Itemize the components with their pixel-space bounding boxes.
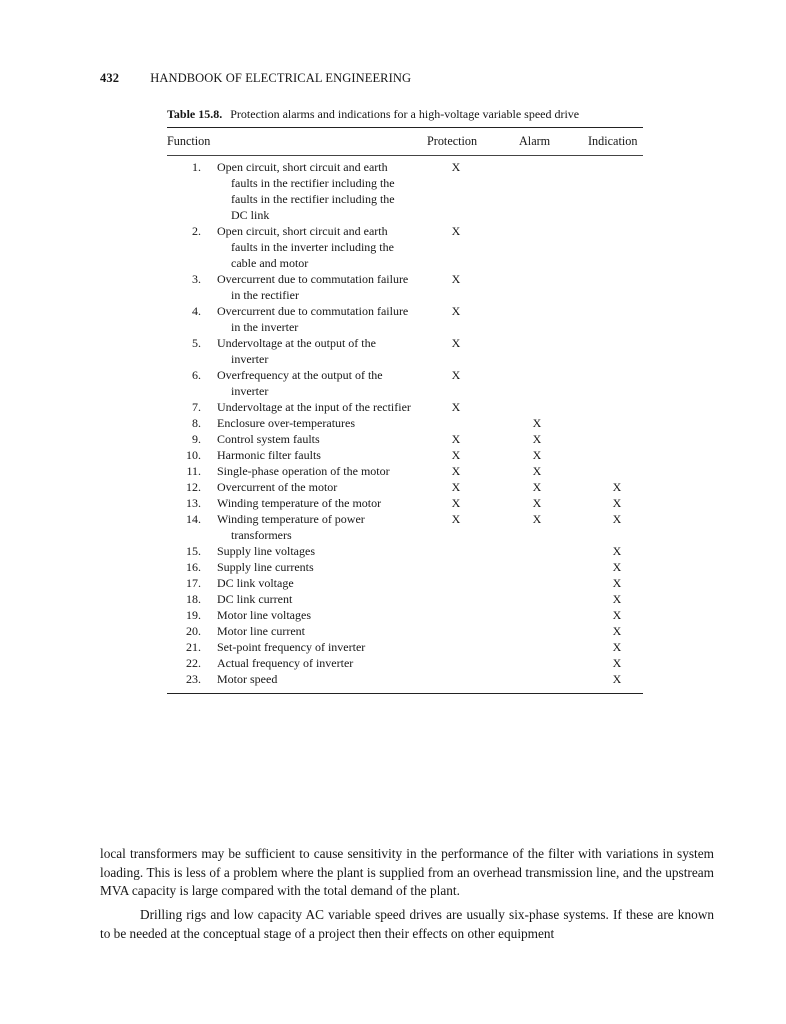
alarm-mark: X	[532, 432, 542, 446]
table-row	[167, 559, 643, 575]
table-row	[167, 591, 643, 607]
col-header-function: Function	[167, 134, 211, 148]
protection-mark: X	[451, 336, 461, 350]
table-row	[167, 511, 643, 543]
row-number: 7.	[192, 400, 201, 414]
row-function: DC link current	[217, 592, 293, 606]
row-number: 18.	[186, 592, 201, 606]
row-number: 12.	[186, 480, 201, 494]
table-row	[167, 655, 643, 671]
table-body	[167, 156, 643, 693]
indication-mark: X	[612, 624, 622, 638]
indication-mark: X	[612, 592, 622, 606]
protection-table	[167, 127, 643, 694]
table-bottom-rule	[167, 693, 643, 694]
alarm-mark: X	[532, 416, 542, 430]
protection-mark: X	[451, 512, 461, 526]
row-function: Overfrequency at the output of the inverter	[217, 368, 383, 398]
protection-mark: X	[451, 272, 461, 286]
row-number: 23.	[186, 672, 201, 686]
table-row	[167, 447, 643, 463]
row-number: 13.	[186, 496, 201, 510]
indication-mark: X	[612, 496, 622, 510]
protection-mark: X	[451, 368, 461, 382]
table-row	[167, 431, 643, 447]
table-caption-text: Protection alarms and indications for a high-voltage variable speed drive	[230, 107, 580, 121]
indication-mark: X	[612, 672, 622, 686]
table-header-row	[167, 128, 643, 155]
indication-mark: X	[612, 608, 622, 622]
col-header-alarm: Alarm	[519, 134, 551, 148]
table-row	[167, 479, 643, 495]
body-paragraph-1: local transformers may be sufficient to cause sensitivity in the performance of the filter with variations in system loading. This is less of a problem where the plant is supplied from an overhead transmission line, and the upstream MVA capacity is large compared with the total demand of the plant.	[100, 846, 714, 898]
body-paragraph-2: Drilling rigs and low capacity AC variable speed drives are usually six-phase systems. If these are known to be needed at the conceptual stage of a project then their effects on other equipment	[100, 907, 714, 941]
alarm-mark: X	[532, 448, 542, 462]
indication-mark: X	[612, 640, 622, 654]
table-row	[167, 159, 643, 223]
row-function: Overcurrent due to commutation failure in the inverter	[217, 304, 409, 334]
row-number: 22.	[186, 656, 201, 670]
indication-mark: X	[612, 560, 622, 574]
table-row	[167, 367, 643, 399]
indication-mark: X	[612, 544, 622, 558]
row-number: 17.	[186, 576, 201, 590]
row-function: Motor speed	[217, 672, 278, 686]
col-header-indication: Indication	[588, 134, 638, 148]
row-function: Single-phase operation of the motor	[217, 464, 390, 478]
indication-mark: X	[612, 480, 622, 494]
table-row	[167, 495, 643, 511]
row-function: Winding temperature of power transformers	[217, 512, 365, 542]
row-number: 14.	[186, 512, 201, 526]
table-row	[167, 607, 643, 623]
indication-mark: X	[612, 656, 622, 670]
running-title: HANDBOOK OF ELECTRICAL ENGINEERING	[150, 71, 412, 85]
table-row	[167, 303, 643, 335]
table-row	[167, 623, 643, 639]
row-number: 9.	[192, 432, 201, 446]
alarm-mark: X	[532, 512, 542, 526]
row-function: Open circuit, short circuit and earth faults in the inverter including the cable and motor	[217, 224, 394, 270]
row-function: Harmonic filter faults	[217, 448, 321, 462]
row-function: Supply line currents	[217, 560, 314, 574]
row-number: 16.	[186, 560, 201, 574]
table-row	[167, 543, 643, 559]
row-function: Enclosure over-temperatures	[217, 416, 356, 430]
protection-mark: X	[451, 160, 461, 174]
row-function: Set-point frequency of inverter	[217, 640, 366, 654]
row-number: 21.	[186, 640, 201, 654]
row-number: 6.	[192, 368, 201, 382]
row-function: Open circuit, short circuit and earth faults in the rectifier including the faults in the rectifier including the DC link	[217, 160, 395, 222]
row-function: Overcurrent due to commutation failure in the rectifier	[217, 272, 409, 302]
table-row	[167, 575, 643, 591]
table-row	[167, 335, 643, 367]
row-number: 4.	[192, 304, 201, 318]
row-function: Undervoltage at the input of the rectifier	[217, 400, 411, 414]
protection-mark: X	[451, 432, 461, 446]
table-row	[167, 639, 643, 655]
page-header	[100, 71, 411, 86]
protection-mark: X	[451, 304, 461, 318]
row-function: Supply line voltages	[217, 544, 315, 558]
table-row	[167, 223, 643, 271]
row-function: Undervoltage at the output of the inverter	[217, 336, 376, 366]
table-row	[167, 671, 643, 687]
protection-mark: X	[451, 448, 461, 462]
table-row	[167, 463, 643, 479]
table-caption	[167, 107, 647, 122]
row-number: 1.	[192, 160, 201, 174]
row-number: 2.	[192, 224, 201, 238]
table-row	[167, 399, 643, 415]
row-number: 15.	[186, 544, 201, 558]
row-function: Winding temperature of the motor	[217, 496, 382, 510]
table-caption-label: Table 15.8.	[167, 107, 223, 121]
table-row	[167, 271, 643, 303]
row-function: Overcurrent of the motor	[217, 480, 338, 494]
protection-mark: X	[451, 496, 461, 510]
row-number: 20.	[186, 624, 201, 638]
row-function: Actual frequency of inverter	[217, 656, 354, 670]
alarm-mark: X	[532, 464, 542, 478]
row-function: Control system faults	[217, 432, 320, 446]
row-function: Motor line voltages	[217, 608, 311, 622]
row-number: 10.	[186, 448, 201, 462]
table-row	[167, 415, 643, 431]
protection-mark: X	[451, 224, 461, 238]
protection-mark: X	[451, 464, 461, 478]
page-number: 432	[100, 71, 120, 85]
row-function: Motor line current	[217, 624, 305, 638]
alarm-mark: X	[532, 480, 542, 494]
row-number: 5.	[192, 336, 201, 350]
row-number: 11.	[186, 464, 201, 478]
indication-mark: X	[612, 576, 622, 590]
col-header-protection: Protection	[427, 134, 478, 148]
indication-mark: X	[612, 512, 622, 526]
row-function: DC link voltage	[217, 576, 294, 590]
row-number: 19.	[186, 608, 201, 622]
alarm-mark: X	[532, 496, 542, 510]
row-number: 8.	[192, 416, 201, 430]
protection-mark: X	[451, 400, 461, 414]
row-number: 3.	[192, 272, 201, 286]
protection-mark: X	[451, 480, 461, 494]
